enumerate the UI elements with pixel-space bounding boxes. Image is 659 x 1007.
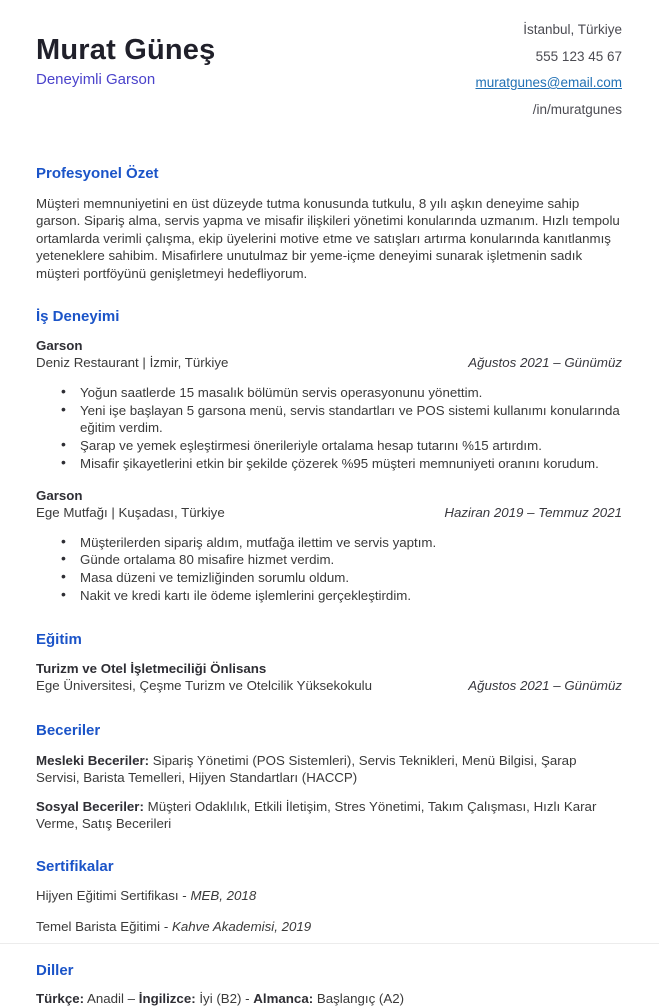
section-certifications xyxy=(36,859,622,939)
job-dates: Ağustos 2021 – Günümüz xyxy=(468,355,622,371)
job-bullet: • Masa düzeni ve temizliğinden sorumlu oldum. xyxy=(61,569,622,586)
certification-name: Hijyen Eğitimi Sertifikası - xyxy=(36,888,191,904)
language-level: Başlangıç (A2) xyxy=(313,991,405,1007)
languages-heading: Diller xyxy=(36,962,74,980)
job-role: Garson xyxy=(36,487,83,503)
skill-group-professional xyxy=(36,752,622,787)
section-languages xyxy=(36,963,622,1007)
person-name: Murat Güneş xyxy=(36,34,216,66)
section-experience xyxy=(36,309,622,605)
summary-heading: Profesyonel Özet xyxy=(36,165,159,182)
language-label: Türkçe: xyxy=(36,991,85,1007)
language-level: Anadil – xyxy=(84,991,139,1007)
job-bullet: • Yoğun saatlerde 15 masalık bölümün servis operasyonunu yönettim. xyxy=(61,384,622,401)
skill-group-text: Sipariş Yönetimi (POS Sistemleri), Servis Teknikleri, Menü Bilgisi, Şarap Servisi, Barista Temelleri, Hijyen Standartları (HACCP) xyxy=(36,752,577,786)
person-job-title: Deneyimli Garson xyxy=(36,71,156,88)
experience-heading: İş Deneyimi xyxy=(36,308,120,326)
skill-group-social xyxy=(36,798,622,833)
certifications-heading: Sertifikalar xyxy=(36,858,114,876)
job-entry xyxy=(36,338,622,473)
skill-group-label: Sosyal Beceriler: xyxy=(36,798,144,814)
education-school: Ege Üniversitesi, Çeşme Turizm ve Otelcilik Yüksekokulu xyxy=(36,677,372,693)
identity-block xyxy=(36,20,215,88)
languages-line xyxy=(36,990,622,1007)
job-bullet-list xyxy=(36,534,622,605)
job-company: Ege Mutfağı | Kuşadası, Türkiye xyxy=(36,504,225,520)
job-meta xyxy=(36,355,622,371)
skill-group-label: Mesleki Beceriler: xyxy=(36,752,150,768)
job-entry xyxy=(36,488,622,605)
section-education xyxy=(36,632,622,694)
certification-item xyxy=(36,915,622,939)
certification-detail: MEB, 2018 xyxy=(190,888,257,904)
job-bullet: • Nakit ve kredi kartı ile ödeme işlemlerini gerçekleştirdim. xyxy=(61,587,622,604)
education-dates: Ağustos 2021 – Günümüz xyxy=(468,677,622,693)
contact-linkedin: /in/muratgunes xyxy=(532,101,622,117)
certification-name: Temel Barista Eğitimi - xyxy=(36,919,172,935)
language-label: Almanca: xyxy=(253,991,314,1007)
language-label: İngilizce: xyxy=(138,991,196,1007)
job-dates: Haziran 2019 – Temmuz 2021 xyxy=(444,504,622,520)
email-link[interactable]: muratgunes@email.com xyxy=(475,75,622,90)
certification-item xyxy=(36,884,622,908)
contact-block xyxy=(475,20,622,128)
language-level: İyi (B2) - xyxy=(195,991,254,1007)
job-bullet: • Günde ortalama 80 misafire hizmet verdim. xyxy=(61,551,622,568)
contact-phone: 555 123 45 67 xyxy=(535,48,622,64)
contact-email xyxy=(475,75,622,90)
education-degree: Turizm ve Otel İşletmeciliği Önlisans xyxy=(36,660,267,676)
section-skills xyxy=(36,723,622,833)
page-bottom-divider xyxy=(0,943,659,944)
section-summary xyxy=(36,166,622,282)
contact-location: İstanbul, Türkiye xyxy=(523,22,622,37)
certification-detail: Kahve Akademisi, 2019 xyxy=(171,919,312,935)
resume-header xyxy=(36,20,622,128)
skill-group-text: Müşteri Odaklılık, Etkili İletişim, Stres Yönetimi, Takım Çalışması, Hızlı Karar Verme, Satış Becerileri xyxy=(36,798,597,831)
job-bullet: • Misafir şikayetlerini etkin bir şekilde çözerek %95 müşteri memnuniyeti oranını korudum. xyxy=(61,455,622,472)
job-bullet: • Müşterilerden sipariş aldım, mutfağa ilettim ve servis yaptım. xyxy=(61,534,622,551)
job-bullet-list xyxy=(36,384,622,473)
job-bullet: • Şarap ve yemek eşleştirmesi önerileriyle ortalama hesap tutarını %15 artırdım. xyxy=(61,437,622,454)
education-heading: Eğitim xyxy=(36,630,82,648)
job-company: Deniz Restaurant | İzmir, Türkiye xyxy=(36,355,229,371)
education-meta xyxy=(36,678,622,694)
skills-heading: Beceriler xyxy=(36,721,101,739)
job-role: Garson xyxy=(36,338,83,354)
job-bullet: • Yeni işe başlayan 5 garsona menü, servis standartları ve POS sistemi kullanımı konularında eğitim verdim. xyxy=(61,402,622,437)
job-meta xyxy=(36,505,622,521)
summary-text: Müşteri memnuniyetini en üst düzeyde tutma konusunda tutkulu, 8 yılı aşkın deneyime sahip garson. Sipariş alma, servis yapma ve misafir ilişkileri yönetimi konularında uzmanım. Hızlı tempolu ortamlarda verimli çalışma, ekip üyelerini motive etme ve satışları artırma konularında kanıtlanmış yeteneklere sahibim. Misafirlere unutulmaz bir yeme-içme deneyimi sunarak işletmenin sadık müşteri portföyünü genişletmeyi hedefliyorum. xyxy=(36,196,620,281)
